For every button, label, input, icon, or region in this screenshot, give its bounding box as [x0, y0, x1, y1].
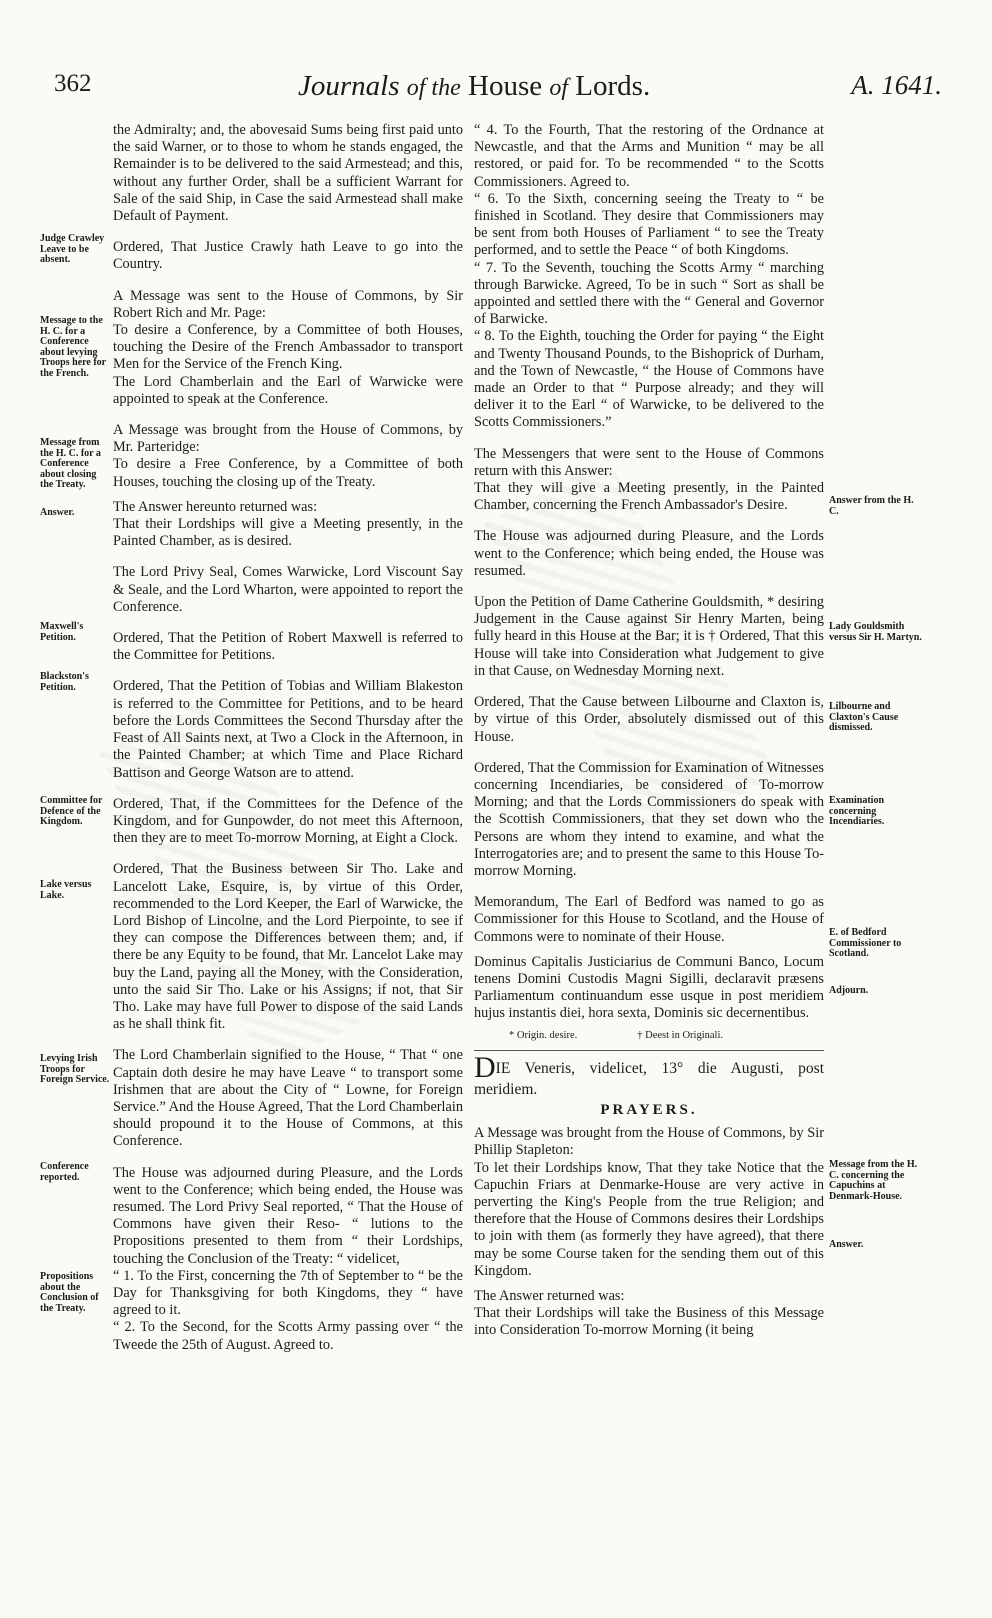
paragraph: That they will give a Meeting presently, in the Painted Chamber, concerning the French Ambassador's Desire. — [474, 480, 824, 514]
margin-note: Blackston's Petition. — [40, 671, 89, 693]
right-column — [474, 122, 824, 1340]
paragraph: Ordered, That, if the Committees for the Defence of the Kingdom, and for Gunpowder, do not meet this Afternoon, then they are to meet To-morrow Morning, at Eight a Clock. — [113, 795, 463, 847]
journal-title — [298, 70, 650, 103]
sitting-heading — [474, 1050, 824, 1098]
paragraph: Upon the Petition of Dame Catherine Gouldsmith, * desiring Judgement in the Cause against Sir Henry Marten, being fully heard in this House at the Bar; it is † Ordered, That this House will take into Consideration what Judgement to give in that Cause, on Wednesday Morning next. — [474, 594, 824, 679]
paragraph: The Lord Privy Seal, Comes Warwicke, Lord Viscount Say & Seale, and the Lord Wharton, were appointed to report the Conference. — [113, 564, 463, 615]
paragraph: “ 8. To the Eighth, touching the Order for paying “ the Eight and Twenty Thousand Pounds, to the Bishoprick of Durham, and the Town of Newcastle, “ the House of Commons have made an Order to that “ Purpose already; and they will deliver it to the Earl “ of Warwicke, to be delivered to the Scotts Commissioners.” — [474, 328, 824, 431]
margin-note: Lady Gouldsmith versus Sir H. Martyn. — [829, 621, 922, 643]
margin-note: Conference reported. — [40, 1161, 89, 1183]
paragraph: “ 6. To the Sixth, concerning seeing the Treaty to “ be finished in Scotland. They desire that Commissioners may be sent from both Houses of Parliament “ to see the Treaty performed, and to settle the Peace “ of both Kingdoms. — [474, 190, 824, 259]
paragraph: The Lord Chamberlain and the Earl of Warwicke were appointed to speak at the Conference. — [113, 373, 463, 407]
margin-note: Lake versus Lake. — [40, 879, 92, 901]
divider — [474, 1050, 824, 1051]
margin-note: Answer. — [829, 1239, 864, 1250]
paragraph: the Admiralty; and, the abovesaid Sums being first paid unto the said Warner, or to those to whom he stands engaged, the Remainder is to be delivered to the said Armestead; and this, without any further Order, shall be a sufficient Warrant for Sale of the said Ship, in Case the said Armestead shall make Default of Payment. — [113, 122, 463, 225]
paragraph: The Lord Chamberlain signified to the House, “ That “ one Captain doth desire he may have Leave “ to transport some Irishmen that are about the City of “ Lowne, for Foreign Service.” And the House Agreed, That the Lord Chamberlain should propound it to the House of Commons, at this Conference. — [113, 1047, 463, 1150]
paragraph: The House was adjourned during Pleasure, and the Lords went to the Conference; which being ended, the House was resumed. — [474, 528, 824, 579]
margin-note: Message to the H. C. for a Conference about levying Troops here for the French. — [40, 315, 106, 379]
paragraph: Dominus Capitalis Justiciarius de Communi Banco, Locum tenens Domini Custodis Magni Sigilli, declaravit præsens Parliamentum continuandum esse usque in post meridiem hujus instantis diei, hora sexta, Dominis sic decernentibus. — [474, 953, 824, 1022]
margin-note: Judge Crawley Leave to be absent. — [40, 233, 105, 265]
paragraph: “ 1. To the First, concerning the 7th of September to “ be the Day for Thanksgiving for both Kingdoms, they “ have agreed to it. — [113, 1267, 463, 1319]
margin-note: Lilbourne and Claxton's Cause dismissed. — [829, 701, 899, 733]
title-word: Lords. — [575, 70, 651, 102]
paragraph: Ordered, That Justice Crawly hath Leave to go into the Country. — [113, 239, 463, 273]
page-header — [0, 70, 992, 110]
paragraph: “ 4. To the Fourth, That the restoring of the Ordnance at Newcastle, and that the Arms and Munition “ may be all restored, or paid for. To be recommended “ to the Scotts Commissioners. Agreed to. — [474, 122, 824, 190]
margin-note: Answer from the H. C. — [829, 495, 914, 517]
left-column — [113, 122, 463, 1354]
sitting-date: IE Veneris, videlicet, 13° die Augusti, post meridiem. — [474, 1059, 824, 1098]
paragraph: Ordered, That the Petition of Tobias and William Blakeston is referred to the Committee for Petitions, and to be heard before the Lords Committees the Second Thursday after the Feast of All Saints next, at Two a Clock in the Afternoon, in the Painted Chamber; at which Time and Place Richard Battison and George Watson are to attend. — [113, 678, 463, 781]
paragraph: That their Lordships will give a Meeting presently, in the Painted Chamber, as is desired. — [113, 516, 463, 550]
paragraph: Ordered, That the Commission for Examination of Witnesses concerning Incendiaries, be considered of To-morrow Morning; and that the Lords Commissioners do speak with the Scottish Commissioners, that they set down who the Persons are whom they intend to examine, and what the Interrogatories are; and to present the same to this House To-morrow Morning. — [474, 759, 824, 879]
paragraph: The Answer hereunto returned was: — [113, 498, 318, 515]
paragraph: The Messengers that were sent to the House of Commons return with this Answer: — [474, 445, 824, 479]
paragraph: Ordered, That the Cause between Lilbourne and Claxton is, by virtue of this Order, absolutely dismissed out of this House. — [474, 694, 824, 745]
margin-note: Levying Irish Troops for Foreign Service. — [40, 1053, 110, 1085]
paragraph: Memorandum, The Earl of Bedford was named to go as Commissioner for this House to Scotland, and the House of Commons were to nominate of their House. — [474, 894, 824, 945]
title-word: of — [549, 75, 569, 101]
footnote: † Deest in Originali. — [637, 1029, 723, 1041]
title-word: of the — [406, 75, 461, 101]
footnotes — [474, 1027, 824, 1044]
paragraph: The House was adjourned during Pleasure, and the Lords went to the Conference; which being ended, the House was resumed. The Lord Privy Seal reported, “ That the House of Commons have given their Reso- “ lutions to the Propositions presented to them from “ their Lordships, touching the Conclusion of the Treaty: “ videlicet, — [113, 1164, 463, 1267]
title-word: Journals — [298, 70, 400, 102]
paragraph: That their Lordships will take the Business of this Message into Consideration To-morrow Morning (it being — [474, 1305, 824, 1339]
paragraph: To desire a Free Conference, by a Committee of both Houses, touching the closing up of the Treaty. — [113, 456, 463, 490]
margin-note: Adjourn. — [829, 985, 869, 996]
drop-initial: D — [474, 1050, 496, 1084]
paragraph: To let their Lordships know, That they take Notice that the Capuchin Friars at Denmarke-House are very active in perverting the King's People from the true Religion; and therefore that the House of Commons desires their Lordships to join with them (as formerly they have agreed), that there may be some Course taken for the sending them out of this Kingdom. — [474, 1159, 824, 1279]
margin-note: E. of Bedford Commissioner to Scotland. — [829, 927, 902, 959]
paragraph: The Answer returned was: — [474, 1287, 625, 1304]
paragraph: To desire a Conference, by a Committee of both Houses, touching the Desire of the French Ambassador to transport Men for the Service of the French King. — [113, 322, 463, 373]
paragraph: Ordered, That the Business between Sir Tho. Lake and Lancelott Lake, Esquire, is, by virtue of this Order, recommended to the Lord Keeper, the Earl of Warwicke, the Lord Bishop of Lincolne, and the Lord Pierpointe, to see if they can compose the Differences between them; and, if there be any Equity to be found, that Mr. Lancelot Lake may buy the Land, paying all the Money, with the Consideration, unto the said Sir Tho. Lake or his Assigns; if not, that Sir Tho. Lake may have full Power to dispose of the said Lands as he shall think fit. — [113, 861, 463, 1033]
margin-note: Examination concerning Incendiaries. — [829, 795, 885, 827]
paragraph: A Message was brought from the House of Commons, by Mr. Parteridge: — [113, 422, 463, 456]
margin-note: Message from the H. C. concerning the Capuchins at Denmark-House. — [829, 1159, 918, 1202]
margin-note: Committee for Defence of the Kingdom. — [40, 795, 103, 827]
paragraph: “ 2. To the Second, for the Scotts Army passing over “ the Tweede the 25th of August. Agreed to. — [113, 1319, 463, 1353]
prayers-heading: PRAYERS. — [600, 1101, 698, 1118]
year: A. 1641. — [851, 70, 942, 100]
margin-note: Answer. — [40, 507, 75, 518]
title-word: House — [468, 70, 543, 102]
margin-note: Message from the H. C. for a Conference about closing the Treaty. — [40, 437, 101, 490]
page-number: 362 — [54, 70, 92, 97]
margin-note: Maxwell's Petition. — [40, 621, 84, 643]
paragraph: A Message was sent to the House of Commons, by Sir Robert Rich and Mr. Page: — [113, 287, 463, 321]
paragraph: A Message was brought from the House of Commons, by Sir Phillip Stapleton: — [474, 1125, 824, 1159]
footnote: * Origin. desire. — [509, 1029, 578, 1041]
paragraph: Ordered, That the Petition of Robert Maxwell is referred to the Committee for Petitions. — [113, 630, 463, 664]
margin-note: Propositions about the Conclusion of the Treaty. — [40, 1271, 99, 1314]
paragraph: “ 7. To the Seventh, touching the Scotts Army “ marching through Barwicke. Agreed, To be in such “ Sort as shall be appointed and settled there with the “ General and Governor of Barwicke. — [474, 259, 824, 328]
